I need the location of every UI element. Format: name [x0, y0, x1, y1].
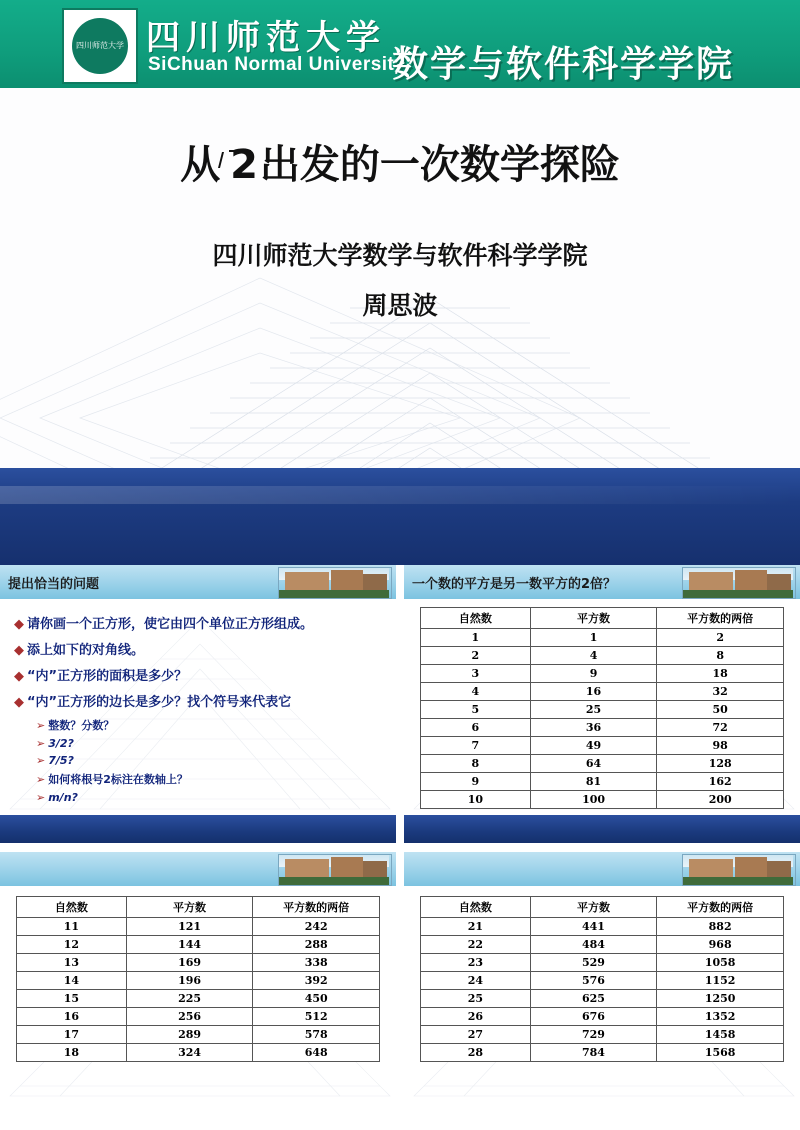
cell-square: 484 — [530, 936, 657, 954]
slide-header-bar — [0, 565, 396, 599]
photo-building-1 — [689, 572, 733, 590]
sub-bullet-text: 整数？分数？ — [48, 719, 115, 732]
cell-natural: 8 — [421, 755, 531, 773]
cell-double: 1250 — [657, 990, 784, 1008]
table-row — [421, 791, 784, 809]
table-body — [421, 918, 784, 1062]
photo-building-1 — [285, 572, 329, 590]
photo-building-2 — [735, 570, 767, 590]
table-row — [17, 954, 380, 972]
cell-square: 196 — [126, 972, 253, 990]
cell-double: 512 — [253, 1008, 380, 1026]
sub-bullet-item — [36, 791, 384, 804]
cell-natural: 22 — [421, 936, 531, 954]
table-row — [17, 1026, 380, 1044]
table-row — [421, 629, 784, 647]
cell-double: 200 — [657, 791, 784, 809]
slide-header-bar — [0, 852, 396, 886]
cell-square: 1 — [530, 629, 657, 647]
table-row — [421, 1044, 784, 1062]
cell-double: 242 — [253, 918, 380, 936]
photo-building-3 — [767, 574, 791, 590]
cell-double: 162 — [657, 773, 784, 791]
slide-footer-bar — [404, 815, 800, 843]
column-header: 平方数 — [126, 897, 253, 918]
cell-natural: 28 — [421, 1044, 531, 1062]
cell-double: 18 — [657, 665, 784, 683]
cell-double: 50 — [657, 701, 784, 719]
cell-natural: 25 — [421, 990, 531, 1008]
table-row — [421, 665, 784, 683]
cell-square: 36 — [530, 719, 657, 737]
cell-square: 100 — [530, 791, 657, 809]
table-row — [421, 701, 784, 719]
cell-natural: 12 — [17, 936, 127, 954]
sub-bullet-item — [36, 771, 384, 787]
table-row — [17, 936, 380, 954]
column-header: 自然数 — [17, 897, 127, 918]
slide-title-text: 一个数的平方是另一数平方的2倍？ — [412, 577, 617, 592]
cell-natural: 5 — [421, 701, 531, 719]
table-row — [17, 1044, 380, 1062]
table-row — [421, 1026, 784, 1044]
table-header-row — [17, 897, 380, 918]
table-row — [421, 737, 784, 755]
university-logo — [62, 8, 138, 84]
presentation-title — [0, 133, 800, 190]
bullet-text: “内”正方形的面积是多少？ — [27, 669, 188, 684]
cell-double: 288 — [253, 936, 380, 954]
table-body — [421, 629, 784, 809]
cell-square: 324 — [126, 1044, 253, 1062]
column-header: 平方数的两倍 — [657, 897, 784, 918]
cell-natural: 7 — [421, 737, 531, 755]
cell-double: 1352 — [657, 1008, 784, 1026]
cell-double: 1458 — [657, 1026, 784, 1044]
title-prefix: 从 — [180, 142, 221, 188]
cell-double: 128 — [657, 755, 784, 773]
slide-title-text: 提出恰当的问题 — [8, 577, 100, 592]
slide-table-11-18 — [0, 852, 396, 1130]
diamond-bullet-icon: ◆ — [14, 669, 24, 684]
cell-natural: 9 — [421, 773, 531, 791]
photo-building-2 — [735, 857, 767, 877]
cell-double: 882 — [657, 918, 784, 936]
cell-natural: 10 — [421, 791, 531, 809]
column-header: 平方数 — [530, 608, 657, 629]
cell-square: 676 — [530, 1008, 657, 1026]
university-name-cn: 四川师范大学 — [146, 18, 386, 58]
cell-natural: 11 — [17, 918, 127, 936]
sub-bullet-text: 如何将根号2标注在数轴上？ — [48, 773, 188, 786]
photo-building-3 — [767, 861, 791, 877]
bullet-item — [14, 639, 384, 658]
author-line: 周思波 — [362, 291, 438, 320]
column-header: 平方数 — [530, 897, 657, 918]
photo-building-1 — [285, 859, 329, 877]
bullet-text: 请你画一个正方形，使它由四个单位正方形组成。 — [27, 617, 314, 632]
cell-square: 16 — [530, 683, 657, 701]
cell-double: 578 — [253, 1026, 380, 1044]
table-row — [421, 918, 784, 936]
sub-bullet-text: 7/5? — [48, 754, 74, 767]
cell-double: 2 — [657, 629, 784, 647]
cell-double: 338 — [253, 954, 380, 972]
cell-natural: 1 — [421, 629, 531, 647]
sub-bullet-item — [36, 717, 384, 733]
cell-natural: 24 — [421, 972, 531, 990]
table-row — [421, 936, 784, 954]
table-row — [421, 755, 784, 773]
cell-natural: 15 — [17, 990, 127, 1008]
sqrt-radicand: 2 — [220, 142, 260, 188]
cell-square: 529 — [530, 954, 657, 972]
cell-double: 392 — [253, 972, 380, 990]
cell-square: 49 — [530, 737, 657, 755]
cell-square: 625 — [530, 990, 657, 1008]
cell-double: 1568 — [657, 1044, 784, 1062]
table-row — [17, 1008, 380, 1026]
arrow-bullet-icon: ➢ — [36, 737, 46, 750]
slide-questions — [0, 565, 396, 843]
cell-square: 9 — [530, 665, 657, 683]
table-row — [421, 647, 784, 665]
campus-photo — [682, 854, 796, 886]
cell-square: 576 — [530, 972, 657, 990]
bullet-item — [14, 665, 384, 684]
table-header-row — [421, 897, 784, 918]
cell-double: 8 — [657, 647, 784, 665]
title-slide-footer-bar — [0, 468, 800, 565]
cell-natural: 23 — [421, 954, 531, 972]
cell-square: 784 — [530, 1044, 657, 1062]
table-body — [17, 918, 380, 1062]
bullet-item — [14, 613, 384, 632]
bullet-item — [14, 691, 384, 710]
column-header: 平方数的两倍 — [657, 608, 784, 629]
slide-table-21-28 — [404, 852, 800, 1130]
cell-double: 1152 — [657, 972, 784, 990]
cell-double: 648 — [253, 1044, 380, 1062]
photo-lawn — [279, 877, 389, 885]
photo-building-2 — [331, 857, 363, 877]
cell-square: 64 — [530, 755, 657, 773]
title-suffix: 出发的一次数学探险 — [259, 142, 620, 188]
cell-square: 256 — [126, 1008, 253, 1026]
diamond-bullet-icon: ◆ — [14, 643, 24, 658]
photo-lawn — [279, 590, 389, 598]
slide-footer-bar — [0, 815, 396, 843]
cell-square: 169 — [126, 954, 253, 972]
slide-header-bar — [404, 852, 800, 886]
table-row — [17, 972, 380, 990]
photo-lawn — [683, 877, 793, 885]
cell-double: 1058 — [657, 954, 784, 972]
table-row — [421, 773, 784, 791]
squares-table — [16, 896, 380, 1062]
column-header: 平方数的两倍 — [253, 897, 380, 918]
cell-natural: 21 — [421, 918, 531, 936]
bullet-text: 添上如下的对角线。 — [27, 643, 145, 658]
cell-natural: 18 — [17, 1044, 127, 1062]
sub-bullet-text: m/n? — [48, 791, 78, 804]
cell-square: 225 — [126, 990, 253, 1008]
cell-natural: 2 — [421, 647, 531, 665]
table-row — [421, 954, 784, 972]
table-header-row — [421, 608, 784, 629]
slide-header-bar — [404, 565, 800, 599]
cell-square: 441 — [530, 918, 657, 936]
cell-natural: 26 — [421, 1008, 531, 1026]
arrow-bullet-icon: ➢ — [36, 773, 46, 786]
cell-natural: 4 — [421, 683, 531, 701]
cell-double: 98 — [657, 737, 784, 755]
table-row — [421, 719, 784, 737]
cell-natural: 6 — [421, 719, 531, 737]
arrow-bullet-icon: ➢ — [36, 754, 46, 767]
affiliation-line: 四川师范大学数学与软件科学学院 — [212, 241, 588, 270]
diamond-bullet-icon: ◆ — [14, 617, 24, 632]
campus-photo — [682, 567, 796, 599]
photo-building-3 — [363, 861, 387, 877]
photo-building-1 — [689, 859, 733, 877]
sub-bullet-text: 3/2? — [48, 737, 74, 750]
photo-building-3 — [363, 574, 387, 590]
cell-natural: 14 — [17, 972, 127, 990]
arrow-bullet-icon: ➢ — [36, 719, 46, 732]
cell-double: 32 — [657, 683, 784, 701]
sub-bullet-item — [36, 737, 384, 750]
cell-natural: 27 — [421, 1026, 531, 1044]
column-header: 自然数 — [421, 897, 531, 918]
campus-photo — [278, 854, 392, 886]
table-row — [421, 972, 784, 990]
university-name-en: SiChuan Normal University — [148, 54, 406, 75]
table-row — [421, 683, 784, 701]
slide-table-1-10 — [404, 565, 800, 843]
cell-square: 4 — [530, 647, 657, 665]
table-row — [17, 990, 380, 1008]
column-header: 自然数 — [421, 608, 531, 629]
cell-square: 144 — [126, 936, 253, 954]
college-name-cn: 数学与软件科学学院 — [392, 44, 735, 85]
cell-square: 81 — [530, 773, 657, 791]
squares-table — [420, 896, 784, 1062]
campus-photo — [278, 567, 392, 599]
table-row — [421, 1008, 784, 1026]
cell-double: 968 — [657, 936, 784, 954]
cell-natural: 16 — [17, 1008, 127, 1026]
table-row — [421, 990, 784, 1008]
cell-double: 72 — [657, 719, 784, 737]
cell-natural: 17 — [17, 1026, 127, 1044]
cell-double: 450 — [253, 990, 380, 1008]
squares-table — [420, 607, 784, 809]
cell-square: 25 — [530, 701, 657, 719]
bullet-text: “内”正方形的边长是多少？找个符号来代表它 — [27, 695, 292, 710]
cell-square: 289 — [126, 1026, 253, 1044]
photo-building-2 — [331, 570, 363, 590]
photo-lawn — [683, 590, 793, 598]
banner-inner — [0, 0, 800, 88]
diamond-bullet-icon: ◆ — [14, 695, 24, 710]
cell-square: 729 — [530, 1026, 657, 1044]
cell-square: 121 — [126, 918, 253, 936]
table-row — [17, 918, 380, 936]
bullet-list — [14, 613, 384, 808]
university-banner — [0, 0, 800, 88]
logo-badge-text: 四川师范大学 — [72, 18, 128, 74]
cell-natural: 13 — [17, 954, 127, 972]
sub-bullet-item — [36, 754, 384, 767]
cell-natural: 3 — [421, 665, 531, 683]
arrow-bullet-icon: ➢ — [36, 791, 46, 804]
